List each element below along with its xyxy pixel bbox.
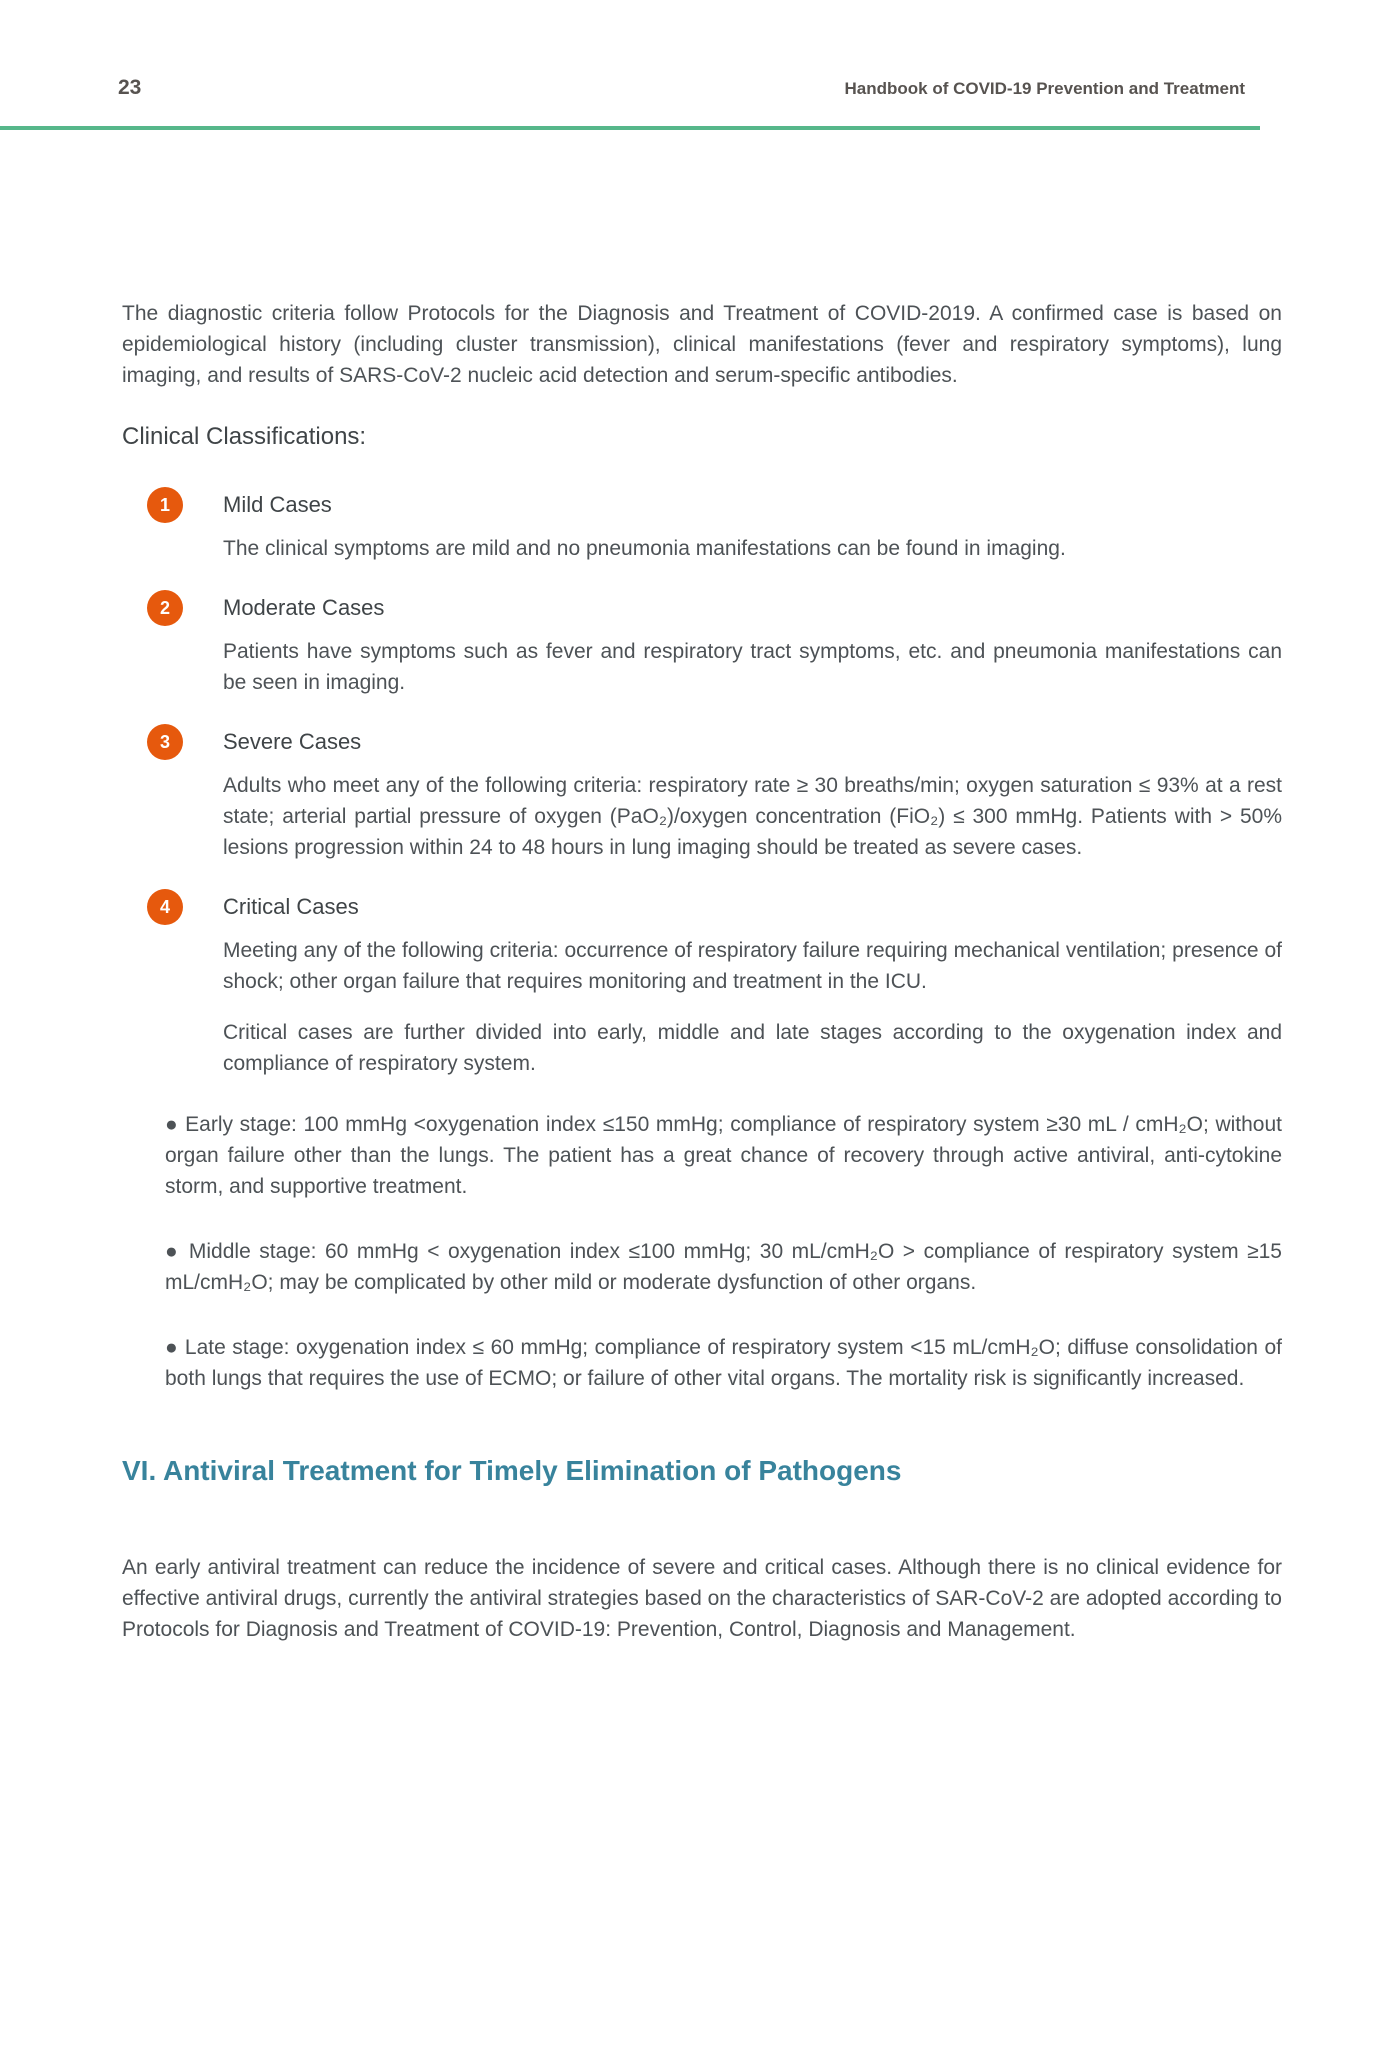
case-item-severe: [122, 724, 1282, 863]
case-title: Critical Cases: [223, 894, 359, 919]
page-content: [0, 298, 1397, 1645]
case-number-badge: 3: [147, 724, 183, 760]
case-title: Moderate Cases: [223, 595, 385, 620]
intro-paragraph: The diagnostic criteria follow Protocols for the Diagnosis and Treatment of COVID-2019. A confirmed case is based on epidemiological history (including cluster transmission), clinical manifestations (fever and respiratory symptoms), lung imaging, and results of SARS-CoV-2 nucleic acid detection and serum-specific antibodies.: [122, 302, 1282, 387]
stage-paragraph-late: ● Late stage: oxygenation index ≤ 60 mmHg; compliance of respiratory system <15 mL/cmH₂O; diffuse consolidation of both lungs that requires the use of ECMO; or failure of other vital organs. The mortality risk is significantly increased.: [165, 1336, 1282, 1390]
case-head: [122, 590, 1282, 626]
stage-paragraph-early: ● Early stage: 100 mmHg <oxygenation index ≤150 mmHg; compliance of respiratory system ≥30 mL / cmH₂O; without organ failure other than the lungs. The patient has a great chance of recovery through active antiviral, anti-cytokine storm, and supportive treatment.: [165, 1113, 1282, 1198]
case-number-badge: 4: [147, 889, 183, 925]
case-item-critical: [122, 889, 1282, 1079]
case-paragraph: Meeting any of the following criteria: occurrence of respiratory failure requiring mechanical ventilation; presence of shock; other organ failure that requires monitoring and treatment in the ICU.: [223, 939, 1282, 993]
case-number-badge: 2: [147, 590, 183, 626]
case-head: [122, 487, 1282, 523]
case-number-badge: 1: [147, 487, 183, 523]
header-rule-divider: [0, 126, 1260, 130]
case-item-moderate: [122, 590, 1282, 698]
book-title: Handbook of COVID-19 Prevention and Treatment: [844, 79, 1245, 98]
case-head: [122, 889, 1282, 925]
page-header: [0, 0, 1397, 100]
stage-paragraph-middle: ● Middle stage: 60 mmHg < oxygenation index ≤100 mmHg; 30 mL/cmH₂O > compliance of respiratory system ≥15 mL/cmH₂O; may be complicated by other mild or moderate dysfunction of other organs.: [165, 1240, 1282, 1294]
case-paragraph: Adults who meet any of the following criteria: respiratory rate ≥ 30 breaths/min; oxygen saturation ≤ 93% at a rest state; arterial partial pressure of oxygen (PaO₂)/oxygen concentration (FiO₂) ≤ 300 mmHg. Patients with > 50% lesions progression within 24 to 48 hours in lung imaging should be treated as severe cases.: [223, 774, 1282, 859]
case-paragraph: Critical cases are further divided into early, middle and late stages according to the oxygenation index and compliance of respiratory system.: [223, 1021, 1282, 1075]
case-head: [122, 724, 1282, 760]
page-number: 23: [118, 76, 142, 99]
closing-paragraph: An early antiviral treatment can reduce the incidence of severe and critical cases. Although there is no clinical evidence for effective antiviral drugs, currently the antiviral strategies based on the characteristics of SAR-CoV-2 are adopted according to Protocols for Diagnosis and Treatment of COVID-19: Prevention, Control, Diagnosis and Management.: [122, 1556, 1282, 1641]
section-vi-heading: VI. Antiviral Treatment for Timely Elimination of Pathogens: [122, 1455, 902, 1486]
case-paragraph: The clinical symptoms are mild and no pneumonia manifestations can be found in imaging.: [223, 537, 1066, 560]
case-title: Severe Cases: [223, 729, 362, 754]
case-item-mild: [122, 487, 1282, 564]
case-title: Mild Cases: [223, 492, 332, 517]
case-paragraph: Patients have symptoms such as fever and respiratory tract symptoms, etc. and pneumonia manifestations can be seen in imaging.: [223, 640, 1282, 694]
clinical-classifications-heading: Clinical Classifications:: [122, 423, 367, 450]
